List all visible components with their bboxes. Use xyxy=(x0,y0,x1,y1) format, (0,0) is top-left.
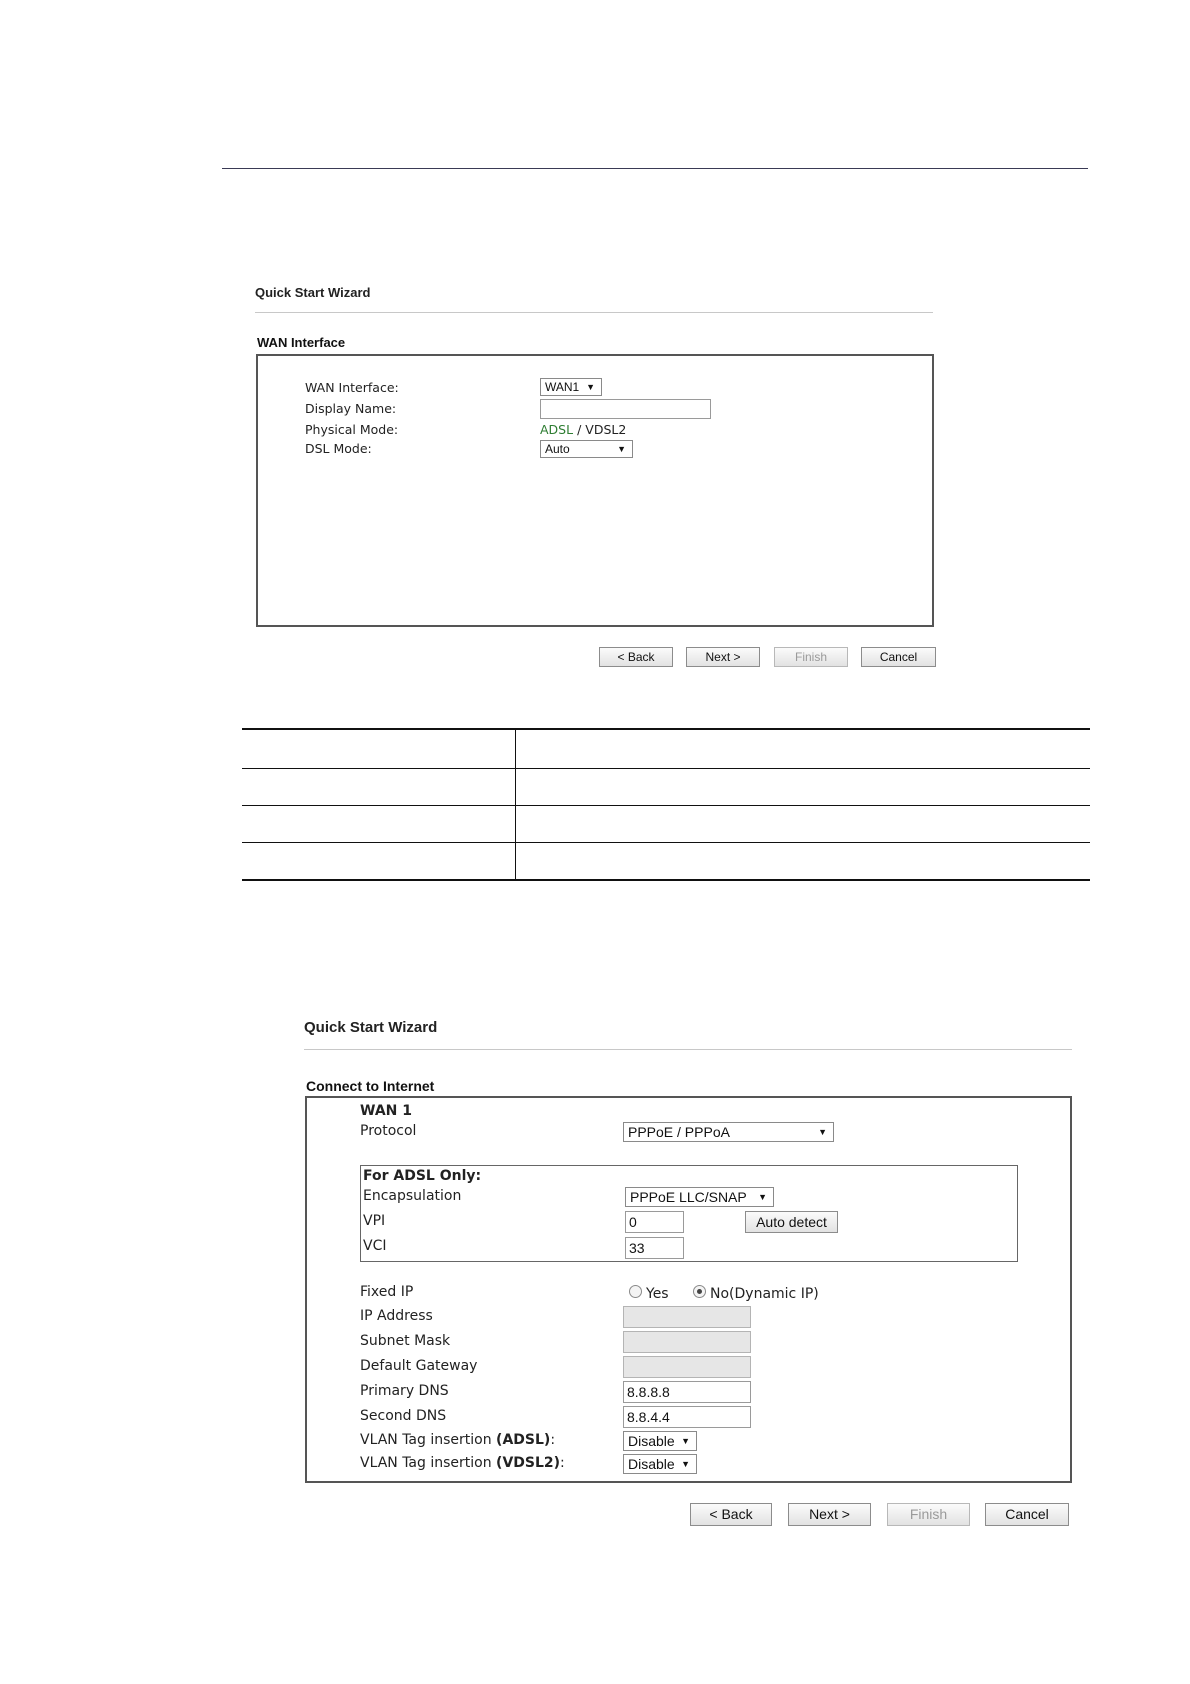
protocol-select[interactable] xyxy=(623,1122,834,1142)
wizard1-next-button[interactable]: Next > xyxy=(686,647,760,667)
wizard2-finish-button[interactable]: Finish xyxy=(887,1503,970,1526)
encapsulation-select[interactable] xyxy=(625,1187,774,1207)
default-gateway-input[interactable] xyxy=(623,1356,751,1378)
vlan-adsl-select[interactable] xyxy=(623,1431,697,1451)
wizard1-title: Quick Start Wizard xyxy=(255,285,371,300)
vci-label: VCI xyxy=(363,1238,387,1254)
dsl-mode-label: DSL Mode: xyxy=(305,441,372,456)
wizard1-section-title: WAN Interface xyxy=(257,335,346,350)
vlan-adsl-label-suffix: : xyxy=(550,1432,556,1448)
auto-detect-button[interactable]: Auto detect xyxy=(745,1211,838,1233)
table-top-rule xyxy=(242,728,1090,730)
encapsulation-label: Encapsulation xyxy=(363,1188,462,1204)
wan1-label: WAN 1 xyxy=(360,1103,412,1119)
wizard2-cancel-button[interactable]: Cancel xyxy=(985,1503,1069,1526)
ip-address-input[interactable] xyxy=(623,1306,751,1328)
protocol-value: PPPoE / PPPoA xyxy=(628,1124,730,1140)
wizard2-back-button[interactable]: < Back xyxy=(690,1503,772,1526)
vlan-adsl-label-prefix: VLAN Tag insertion xyxy=(360,1432,497,1448)
wizard1-back-button[interactable]: < Back xyxy=(599,647,673,667)
subnet-mask-input[interactable] xyxy=(623,1331,751,1353)
table-row-rule xyxy=(242,805,1090,806)
chevron-down-icon: ▼ xyxy=(681,1459,690,1469)
vci-input[interactable]: 33 xyxy=(625,1237,684,1259)
vlan-vdsl-select[interactable] xyxy=(623,1454,697,1474)
wizard2-title-rule xyxy=(304,1049,1072,1050)
dsl-mode-select[interactable] xyxy=(540,440,633,458)
fixed-ip-label: Fixed IP xyxy=(360,1284,414,1300)
wizard1-frame xyxy=(256,354,934,627)
vlan-adsl-label-bold: (ADSL) xyxy=(496,1432,551,1448)
vlan-vdsl-value: Disable xyxy=(628,1456,675,1472)
adsl-only-box xyxy=(360,1165,1018,1262)
table-row-rule xyxy=(242,842,1090,843)
chevron-down-icon: ▼ xyxy=(758,1192,767,1202)
primary-dns-input[interactable]: 8.8.8.8 xyxy=(623,1381,751,1403)
wan-interface-label: WAN Interface: xyxy=(305,380,399,395)
fixed-ip-yes-radio[interactable] xyxy=(629,1285,642,1298)
fixed-ip-yes-label: Yes xyxy=(646,1286,669,1302)
chevron-down-icon: ▼ xyxy=(818,1127,827,1137)
wan-interface-select[interactable] xyxy=(540,378,602,396)
second-dns-input[interactable]: 8.8.4.4 xyxy=(623,1406,751,1428)
primary-dns-label: Primary DNS xyxy=(360,1383,449,1399)
ip-address-label: IP Address xyxy=(360,1308,433,1324)
encapsulation-value: PPPoE LLC/SNAP xyxy=(630,1189,747,1205)
wan-interface-value: WAN1 xyxy=(545,380,580,394)
vlan-adsl-value: Disable xyxy=(628,1433,675,1449)
fixed-ip-no-radio[interactable] xyxy=(693,1285,706,1298)
protocol-label: Protocol xyxy=(360,1123,417,1139)
table-bottom-rule xyxy=(242,879,1090,881)
subnet-mask-label: Subnet Mask xyxy=(360,1333,451,1349)
chevron-down-icon: ▼ xyxy=(586,382,595,392)
wizard2-next-button[interactable]: Next > xyxy=(788,1503,871,1526)
wizard2-frame xyxy=(305,1096,1072,1483)
vlan-adsl-label xyxy=(360,1432,555,1448)
second-dns-label: Second DNS xyxy=(360,1408,447,1424)
physical-mode-adsl-link[interactable]: ADSL xyxy=(540,422,574,437)
page-top-rule xyxy=(222,168,1088,169)
wizard2-section-title: Connect to Internet xyxy=(306,1078,435,1094)
vpi-label: VPI xyxy=(363,1213,386,1229)
vpi-input[interactable]: 0 xyxy=(625,1211,684,1233)
fixed-ip-no-label: No(Dynamic IP) xyxy=(710,1286,819,1302)
display-name-input[interactable] xyxy=(540,399,711,419)
wizard1-finish-button[interactable]: Finish xyxy=(774,647,848,667)
table-column-divider xyxy=(515,728,516,881)
vlan-vdsl-label-bold: (VDSL2) xyxy=(496,1455,561,1471)
default-gateway-label: Default Gateway xyxy=(360,1358,478,1374)
vlan-vdsl-label-prefix: VLAN Tag insertion xyxy=(360,1455,497,1471)
chevron-down-icon: ▼ xyxy=(617,444,626,454)
display-name-label: Display Name: xyxy=(305,401,397,416)
dsl-mode-value: Auto xyxy=(545,442,570,456)
wizard1-title-rule xyxy=(255,312,933,313)
table-row-rule xyxy=(242,768,1090,769)
physical-mode-vdsl-link[interactable]: VDSL2 xyxy=(585,422,627,437)
chevron-down-icon: ▼ xyxy=(681,1436,690,1446)
physical-mode-separator: / xyxy=(577,422,582,437)
vlan-vdsl-label xyxy=(360,1455,565,1471)
physical-mode-label: Physical Mode: xyxy=(305,422,399,437)
description-table xyxy=(242,728,1090,881)
vlan-vdsl-label-suffix: : xyxy=(560,1455,565,1471)
physical-mode-value xyxy=(540,422,626,437)
wizard1-cancel-button[interactable]: Cancel xyxy=(861,647,936,667)
wizard2-title: Quick Start Wizard xyxy=(304,1019,438,1036)
adsl-only-title: For ADSL Only: xyxy=(363,1168,482,1184)
